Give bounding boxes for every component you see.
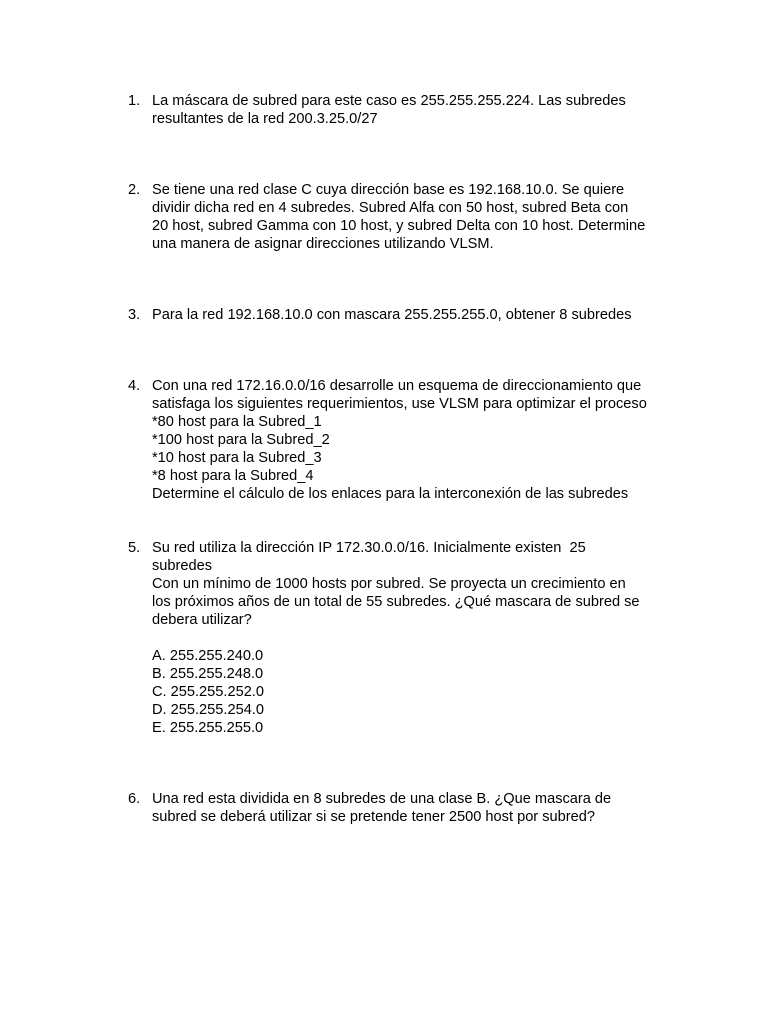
- question-line: satisfaga los siguientes requerimientos, use VLSM para optimizar el proceso: [152, 396, 647, 412]
- question-line: los próximos años de un total de 55 subredes. ¿Qué mascara de subred se: [152, 594, 640, 610]
- question-line: subredes: [152, 558, 213, 574]
- question-text: [152, 377, 692, 503]
- question-line: Su red utiliza la dirección IP 172.30.0.0/16. Inicialmente existen 25: [152, 540, 586, 556]
- answer-option-e: E. 255.255.255.0: [152, 720, 264, 736]
- question-line: Con una red 172.16.0.0/16 desarrolle un esquema de direccionamiento que: [152, 378, 642, 394]
- requirement-item: *10 host para la Subred_3: [152, 450, 322, 466]
- question-line: 20 host, subred Gamma con 10 host, y subred Delta con 10 host. Determine: [152, 218, 646, 234]
- answer-option-d: D. 255.255.254.0: [152, 702, 264, 718]
- question-number: 2.: [128, 182, 141, 198]
- question-number: 5.: [128, 540, 141, 556]
- question-line: Para la red 192.168.10.0 con mascara 255.255.255.0, obtener 8 subredes: [152, 307, 632, 323]
- answer-option-c: C. 255.255.252.0: [152, 684, 264, 700]
- question-number: 6.: [128, 791, 141, 807]
- question-line: Una red esta dividida en 8 subredes de una clase B. ¿Que mascara de: [152, 791, 612, 807]
- answer-option-b: B. 255.255.248.0: [152, 666, 264, 682]
- requirement-item: *100 host para la Subred_2: [152, 432, 330, 448]
- question-line: La máscara de subred para este caso es 255.255.255.224. Las subredes: [152, 93, 626, 109]
- blank-line: [152, 629, 692, 647]
- question-number: 4.: [128, 378, 141, 394]
- question-line: Con un mínimo de 1000 hosts por subred. Se proyecta un crecimiento en: [152, 576, 626, 592]
- answer-option-a: A. 255.255.240.0: [152, 648, 264, 664]
- question-line: resultantes de la red 200.3.25.0/27: [152, 111, 378, 127]
- question-line: dividir dicha red en 4 subredes. Subred Alfa con 50 host, subred Beta con: [152, 200, 629, 216]
- question-line: una manera de asignar direcciones utilizando VLSM.: [152, 236, 494, 252]
- question-line: Determine el cálculo de los enlaces para la interconexión de las subredes: [152, 486, 629, 502]
- requirement-item: *80 host para la Subred_1: [152, 414, 322, 430]
- requirement-item: *8 host para la Subred_4: [152, 468, 314, 484]
- question-line: subred se deberá utilizar si se pretende tener 2500 host por subred?: [152, 809, 595, 825]
- question-text: [152, 539, 692, 737]
- question-text: [152, 790, 692, 826]
- question-text: [152, 181, 692, 253]
- question-text: [152, 306, 692, 324]
- question-number: 3.: [128, 307, 141, 323]
- question-text: [152, 92, 692, 128]
- question-line: Se tiene una red clase C cuya dirección base es 192.168.10.0. Se quiere: [152, 182, 625, 198]
- question-line: debera utilizar?: [152, 612, 252, 628]
- question-number: 1.: [128, 93, 141, 109]
